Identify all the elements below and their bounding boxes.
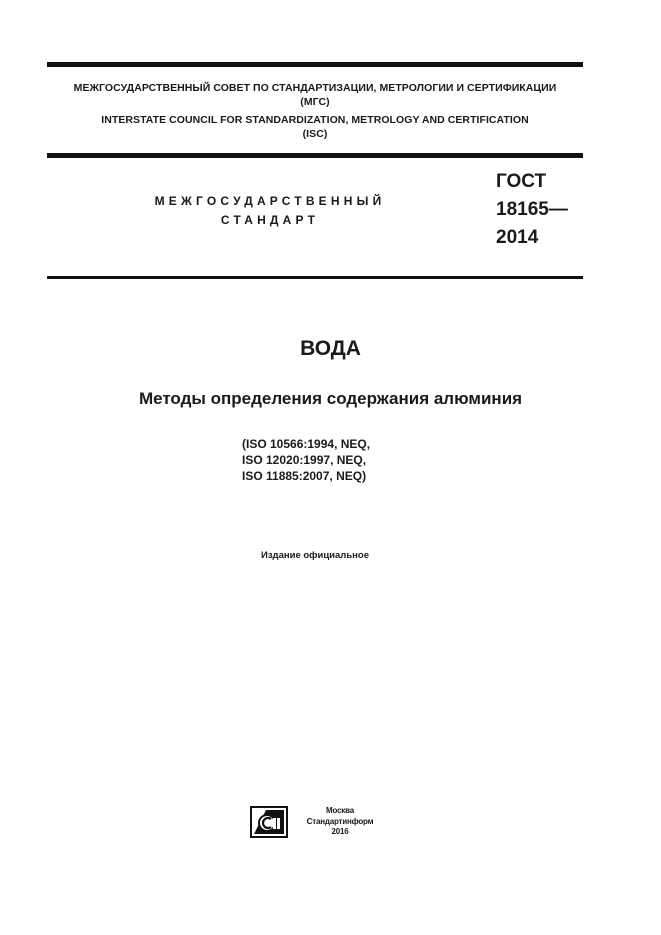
council-en-name: INTERSTATE COUNCIL FOR STANDARDIZATION, METROLOGY AND CERTIFICATION — [101, 114, 529, 126]
iso-ref: ISO 11885:2007, NEQ) — [242, 469, 367, 483]
publisher-block — [290, 806, 390, 838]
document-subtitle: Методы определения содержания алюминия — [138, 389, 523, 408]
gost-year: 2014 — [496, 227, 539, 248]
standartinform-logo-icon — [250, 806, 288, 838]
publisher-name: Стандартинформ — [306, 816, 374, 826]
gost-number: 18165— — [496, 199, 568, 220]
council-en-abbr: (ISC) — [302, 128, 328, 140]
standard-type — [120, 192, 420, 230]
edition-note: Издание официальное — [261, 550, 369, 561]
publisher-year: 2016 — [331, 827, 349, 836]
council-en — [47, 113, 583, 141]
gost-designation — [496, 168, 568, 252]
standard-type-line2: СТАНДАРТ — [220, 213, 320, 227]
gost-label: ГОСТ — [496, 171, 547, 192]
standard-type-line1: МЕЖГОСУДАРСТВЕННЫЙ — [154, 194, 386, 208]
top-rule — [47, 62, 583, 67]
council-ru — [47, 81, 583, 109]
council-ru-name: МЕЖГОСУДАРСТВЕННЫЙ СОВЕТ ПО СТАНДАРТИЗАЦИИ, МЕТРОЛОГИИ И СЕРТИФИКАЦИИ — [73, 82, 557, 94]
middle-rule — [47, 153, 583, 158]
iso-references — [242, 436, 370, 484]
document-title: ВОДА — [300, 337, 361, 360]
iso-ref: (ISO 10566:1994, NEQ, — [242, 437, 371, 451]
iso-ref: ISO 12020:1997, NEQ, — [242, 453, 367, 467]
bottom-rule — [47, 276, 583, 279]
publisher-city: Москва — [326, 806, 354, 815]
council-ru-abbr: (МГС) — [300, 96, 330, 108]
